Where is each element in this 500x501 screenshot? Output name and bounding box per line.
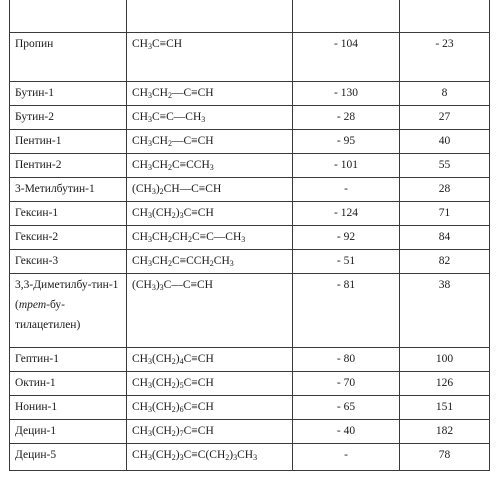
boiling-point-cell: - 23 [400,33,490,82]
boiling-point-cell: 28 [400,178,490,202]
compound-formula-cell: $CH_3CH_2—C\equiv CH$ [127,82,293,106]
header-cell-name [10,0,127,33]
table-header-row-cropped [10,0,490,33]
table-row [10,202,490,226]
table-row [10,226,490,250]
boiling-point-cell: 151 [400,396,490,420]
boiling-point-cell: 82 [400,250,490,274]
table-row [10,372,490,396]
melting-point-cell: - 81 [293,274,400,348]
header-cell-formula [127,0,293,33]
boiling-point-cell: 55 [400,154,490,178]
compound-formula-cell: $CH_3(CH_2)_3C\equiv C(CH_2)_3CH_3$ [127,444,293,471]
compound-formula-cell: $CH_3(CH_2)_4C\equiv CH$ [127,348,293,372]
table-row [10,82,490,106]
melting-point-cell: - 104 [293,33,400,82]
compound-formula-cell: $CH_3CH_2C\equiv CCH_2CH_3$ [127,250,293,274]
melting-point-cell: - 101 [293,154,400,178]
header-cell-boiling-point [400,0,490,33]
boiling-point-cell: 27 [400,106,490,130]
compound-name-cell: Пентин-1 [10,130,127,154]
compound-name-cell: Гептин-1 [10,348,127,372]
compound-name-cell: Гексин-1 [10,202,127,226]
table-row [10,33,490,82]
melting-point-cell: - 80 [293,348,400,372]
compound-name-cell: Гексин-3 [10,250,127,274]
table-row [10,420,490,444]
boiling-point-cell: 71 [400,202,490,226]
boiling-point-cell: 78 [400,444,490,471]
compound-name-cell: 3-Метилбутин-1 [10,178,127,202]
boiling-point-cell: 40 [400,130,490,154]
compound-name-cell: Пентин-2 [10,154,127,178]
alkyne-properties-table [9,0,490,471]
compound-name-cell: Бутин-1 [10,82,127,106]
compound-name-cell: Октин-1 [10,372,127,396]
table-row [10,444,490,471]
boiling-point-cell: 100 [400,348,490,372]
compound-formula-cell: $CH_3(CH_2)_3C\equiv CH$ [127,202,293,226]
compound-formula-cell: $(CH_3)_2CH—C\equiv CH$ [127,178,293,202]
compound-formula-cell: $CH_3CH_2CH_2C\equiv C—CH_3$ [127,226,293,250]
compound-formula-cell: $CH_3CH_2—C\equiv CH$ [127,130,293,154]
boiling-point-cell: 8 [400,82,490,106]
table-row [10,348,490,372]
table-row [10,106,490,130]
melting-point-cell: - 95 [293,130,400,154]
compound-name-cell: 3,3-Диметилбу-тин-1 (трет-бу-тилацетилен) [10,274,127,348]
melting-point-cell: - 51 [293,250,400,274]
boiling-point-cell: 38 [400,274,490,348]
melting-point-cell: - 130 [293,82,400,106]
compound-formula-cell: $CH_3(CH_2)_7C\equiv CH$ [127,420,293,444]
compound-name-cell: Децин-5 [10,444,127,471]
compound-name-cell: Гексин-2 [10,226,127,250]
table-row [10,250,490,274]
melting-point-cell: - 124 [293,202,400,226]
compound-formula-cell: $CH_3(CH_2)_6C\equiv CH$ [127,396,293,420]
table-row [10,154,490,178]
header-cell-melting-point [293,0,400,33]
boiling-point-cell: 182 [400,420,490,444]
melting-point-cell: - 92 [293,226,400,250]
melting-point-cell: - 65 [293,396,400,420]
melting-point-cell: - [293,178,400,202]
melting-point-cell: - 28 [293,106,400,130]
table-row [10,396,490,420]
compound-name-cell: Пропин [10,33,127,82]
compound-formula-cell: $CH_3(CH_2)_5C\equiv CH$ [127,372,293,396]
melting-point-cell: - 40 [293,420,400,444]
compound-formula-cell: $CH_3CH_2C\equiv CCH_3$ [127,154,293,178]
compound-formula-cell: $CH_3C\equiv CH$ [127,33,293,82]
table-row [10,274,490,348]
compound-name-cell: Бутин-2 [10,106,127,130]
compound-name-cell: Децин-1 [10,420,127,444]
boiling-point-cell: 84 [400,226,490,250]
table-row [10,178,490,202]
compound-name-cell: Нонин-1 [10,396,127,420]
compound-formula-cell: $CH_3C\equiv C—CH_3$ [127,106,293,130]
compound-formula-cell: $(CH_3)_3C—C\equiv CH$ [127,274,293,348]
melting-point-cell: - 70 [293,372,400,396]
table-row [10,130,490,154]
alkyne-properties-table-container [9,0,489,471]
melting-point-cell: - [293,444,400,471]
boiling-point-cell: 126 [400,372,490,396]
